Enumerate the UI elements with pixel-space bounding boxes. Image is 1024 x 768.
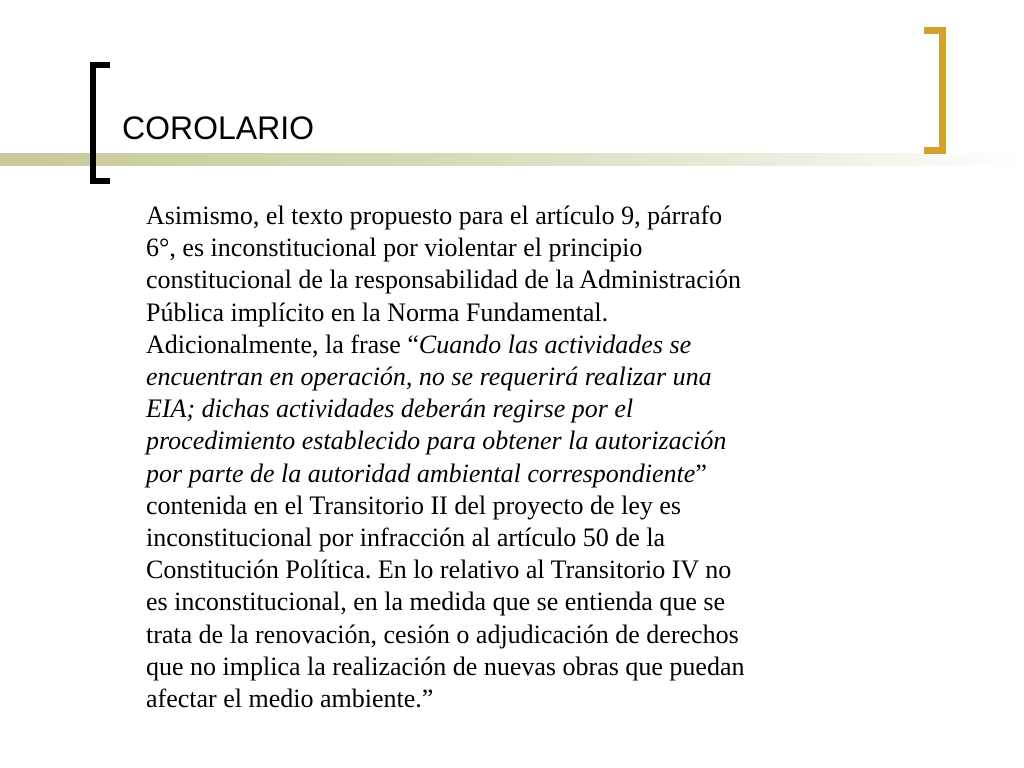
text-segment: Asimismo, el texto propuesto para el artículo 9, párrafo — [146, 201, 723, 230]
paragraph-line — [146, 329, 946, 361]
left-bracket-decoration — [90, 62, 110, 184]
text-segment: Adicionalmente, la frase “ — [146, 329, 419, 359]
text-segment: afectar el medio ambiente.” — [146, 684, 434, 714]
quoted-text-segment: encuentran en operación, no se requerirá realizar una — [146, 362, 712, 392]
paragraph-line — [146, 522, 946, 554]
text-segment: contenida en el Transitorio II del proyecto de ley es — [146, 490, 682, 520]
paragraph-line — [146, 458, 946, 490]
text-segment: que no implica la realización de nuevas obras que puedan — [146, 651, 745, 681]
paragraph-line — [146, 232, 946, 264]
quoted-text-segment: EIA; dichas actividades deberán regirse por el — [146, 394, 634, 424]
title-underline-rule — [0, 153, 1024, 166]
paragraph-line — [146, 297, 946, 329]
paragraph-line — [146, 200, 946, 232]
text-segment: Pública implícito en la Norma Fundamental. — [146, 297, 609, 327]
paragraph-line — [146, 619, 946, 651]
text-segment: trata de la renovación, cesión o adjudicación de derechos — [146, 619, 739, 649]
slide-title: COROLARIO — [122, 110, 315, 146]
quoted-text-segment: por parte de la autoridad ambiental correspondiente — [146, 458, 696, 488]
text-segment: Constitución Política. En lo relativo al Transitorio IV no — [146, 555, 732, 585]
text-segment: constitucional de la responsabilidad de la Administración — [146, 265, 741, 295]
slide-body-paragraph — [146, 200, 946, 715]
text-segment: es inconstitucional, en la medida que se entienda que se — [146, 587, 726, 617]
right-bracket-decoration — [924, 27, 946, 154]
paragraph-line — [146, 683, 946, 715]
text-segment: inconstitucional por infracción al artículo 50 de la — [146, 523, 666, 553]
text-segment: 6°, es inconstitucional por violentar el principio — [146, 233, 643, 263]
paragraph-line — [146, 490, 946, 522]
quoted-text-segment: Cuando las actividades se — [418, 329, 692, 359]
paragraph-line — [146, 586, 946, 618]
paragraph-line — [146, 651, 946, 683]
text-segment: ” — [695, 458, 707, 488]
paragraph-line — [146, 361, 946, 393]
paragraph-line — [146, 264, 946, 296]
paragraph-line — [146, 554, 946, 586]
paragraph-line — [146, 425, 946, 457]
paragraph-line — [146, 393, 946, 425]
quoted-text-segment: procedimiento establecido para obtener la autorización — [146, 426, 727, 456]
